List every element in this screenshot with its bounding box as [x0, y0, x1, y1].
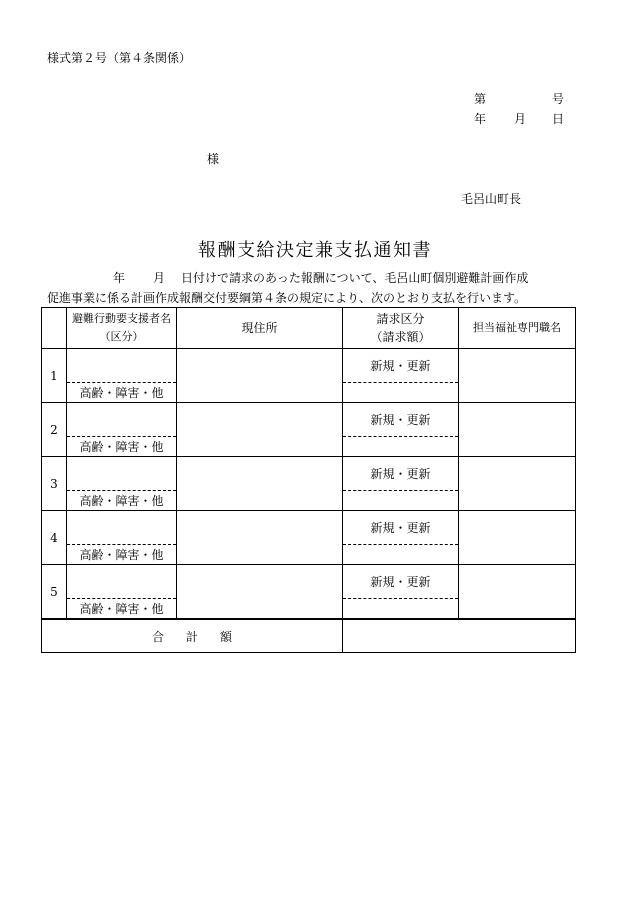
- row-number: 3: [42, 457, 67, 511]
- table-row: [42, 403, 576, 437]
- document-title: 報酬支給決定兼支払通知書: [198, 240, 432, 261]
- header-supporter-name: [67, 308, 177, 349]
- total-label-char-2: 計: [185, 629, 198, 644]
- welfare-professional-cell[interactable]: [459, 457, 576, 511]
- row-number: 5: [42, 565, 67, 620]
- header-supporter-line2: （区分）: [99, 330, 144, 343]
- date-year: 年: [474, 112, 487, 126]
- doc-number-prefix: 第: [474, 92, 487, 106]
- address-cell[interactable]: [177, 349, 343, 403]
- header-welfare-professional: 担当福祉専門職名: [459, 308, 576, 349]
- claim-type-cell[interactable]: 新規・更新: [343, 349, 459, 383]
- claim-type-cell[interactable]: 新規・更新: [343, 403, 459, 437]
- form-number: 様式第２号（第４条関係）: [47, 51, 192, 65]
- table-row: [42, 511, 576, 545]
- body-line1-rest: 日付けで請求のあった報酬について、毛呂山町個別避難計画作成: [181, 271, 529, 285]
- row-number: 2: [42, 403, 67, 457]
- table-row: [42, 565, 576, 599]
- table-row: [42, 349, 576, 383]
- claim-amount-cell[interactable]: [343, 437, 459, 457]
- table-row: [42, 457, 576, 491]
- date-month: 月: [514, 112, 527, 126]
- total-label: [42, 619, 343, 653]
- total-label-char-3: 額: [220, 629, 233, 644]
- supporter-name-cell[interactable]: [67, 511, 177, 545]
- row-number: 1: [42, 349, 67, 403]
- header-claim-line1: 請求区分: [376, 312, 425, 326]
- category-cell[interactable]: 高齢・障害・他: [67, 599, 177, 620]
- supporter-name-cell[interactable]: [67, 349, 177, 383]
- body-line-2: 促進事業に係る計画作成報酬交付要綱第４条の規定により、次のとおり支払を行います。: [47, 291, 527, 305]
- welfare-professional-cell[interactable]: [459, 511, 576, 565]
- table-header-row: [42, 308, 576, 349]
- welfare-professional-cell[interactable]: [459, 565, 576, 620]
- row-number: 4: [42, 511, 67, 565]
- document-number: [474, 90, 564, 107]
- header-address: 現住所: [177, 308, 343, 349]
- address-cell[interactable]: [177, 511, 343, 565]
- recipient-suffix: 様: [207, 152, 220, 166]
- claim-type-cell[interactable]: 新規・更新: [343, 457, 459, 491]
- header-claim: [343, 308, 459, 349]
- category-cell[interactable]: 高齢・障害・他: [67, 491, 177, 511]
- supporter-name-cell[interactable]: [67, 565, 177, 599]
- body-line-1: [113, 269, 528, 286]
- category-cell[interactable]: 高齢・障害・他: [67, 545, 177, 565]
- body-month: 月: [153, 271, 166, 285]
- claim-type-cell[interactable]: 新規・更新: [343, 511, 459, 545]
- claim-amount-cell[interactable]: [343, 383, 459, 403]
- claim-amount-cell[interactable]: [343, 491, 459, 511]
- address-cell[interactable]: [177, 403, 343, 457]
- date-day: 日: [552, 112, 565, 126]
- welfare-professional-cell[interactable]: [459, 403, 576, 457]
- address-cell[interactable]: [177, 565, 343, 620]
- category-cell[interactable]: 高齢・障害・他: [67, 437, 177, 457]
- claim-amount-cell[interactable]: [343, 545, 459, 565]
- welfare-professional-cell[interactable]: [459, 349, 576, 403]
- claim-amount-cell[interactable]: [343, 599, 459, 620]
- category-cell[interactable]: 高齢・障害・他: [67, 383, 177, 403]
- payment-table: [41, 307, 576, 653]
- total-label-char-1: 合: [151, 629, 164, 644]
- issue-date: [474, 110, 564, 127]
- total-row: [42, 619, 576, 653]
- issuer: 毛呂山町長: [461, 192, 522, 206]
- doc-number-suffix: 号: [552, 92, 565, 106]
- claim-type-cell[interactable]: 新規・更新: [343, 565, 459, 599]
- supporter-name-cell[interactable]: [67, 403, 177, 437]
- body-year: 年: [113, 271, 126, 285]
- header-claim-line2: （請求額）: [370, 330, 431, 344]
- header-no: [42, 308, 67, 349]
- header-supporter-line1: 避難行動要支援者名: [72, 312, 171, 325]
- supporter-name-cell[interactable]: [67, 457, 177, 491]
- total-amount-cell[interactable]: [343, 619, 576, 653]
- address-cell[interactable]: [177, 457, 343, 511]
